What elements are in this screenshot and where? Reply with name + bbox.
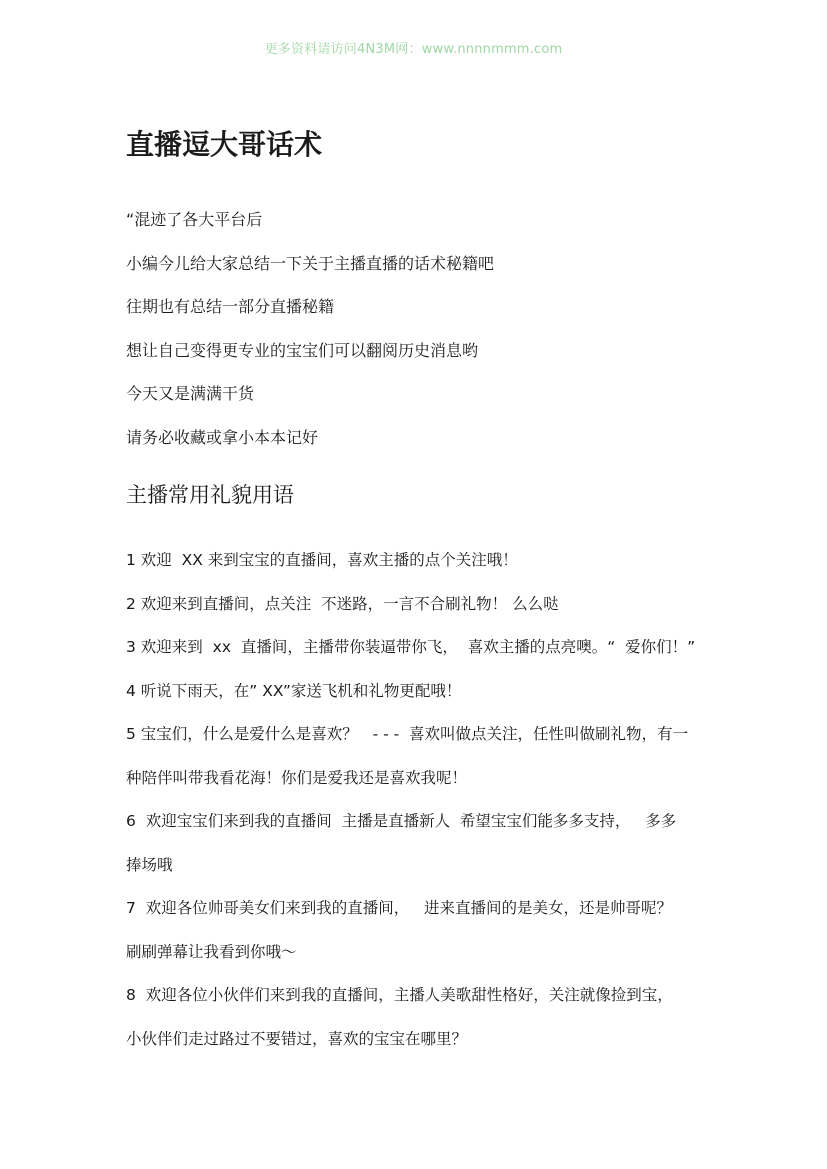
intro-paragraphs (126, 207, 494, 468)
greeting-line: 1 欢迎 XX 来到宝宝的直播间，喜欢主播的点个关注哦！ (126, 551, 518, 569)
greeting-line: 种陪伴叫带我看花海！你们是爱我还是喜欢我呢！ (126, 768, 468, 787)
intro-line: 今天又是满满干货 (126, 384, 255, 403)
greeting-line: 5 宝宝们，什么是爱什么是喜欢？ - - - 喜欢叫做点关注，任性叫做刷礼物，有一 (126, 725, 689, 743)
greeting-line: 小伙伴们走过路过不要错过，喜欢的宝宝在哪里？ (126, 1029, 468, 1048)
intro-line: “混迹了各大平台后 (126, 210, 263, 229)
intro-line: 请务必收藏或拿小本本记好 (126, 427, 319, 447)
watermark-link[interactable]: 更多资料请访问4N3M网：www.nnnnmmm.com (264, 42, 563, 57)
greeting-line: 8 欢迎各位小伙伴们来到我的直播间，主播人美歌甜性格好，关注就像捡到宝， (126, 986, 673, 1004)
section-heading: 主播常用礼貌用语 (126, 483, 294, 507)
intro-line: 小编今儿给大家总结一下关于主播直播的话术秘籍吧 (126, 253, 495, 273)
greeting-line: 刷刷弹幕让我看到你哦～ (126, 942, 297, 961)
greeting-line: 4 听说下雨天，在” XX”家送飞机和礼物更配哦！ (126, 681, 462, 700)
greeting-line: 6 欢迎宝宝们来到我的直播间 主播是直播新人 希望宝宝们能多多支持， 多多 (126, 812, 677, 830)
intro-line: 往期也有总结一部分直播秘籍 (126, 297, 335, 316)
greeting-line: 捧场哦 (126, 855, 173, 874)
document-title: 直播逗大哥话术 (126, 128, 323, 161)
greeting-line: 2 欢迎来到直播间，点关注 不迷路，一言不合刷礼物！ 么么哒 (126, 594, 559, 613)
greeting-line: 7 欢迎各位帅哥美女们来到我的直播间， 进来直播间的是美女，还是帅哥呢？ (126, 899, 672, 917)
greeting-list (126, 547, 716, 1069)
intro-line: 想让自己变得更专业的宝宝们可以翻阅历史消息哟 (126, 340, 479, 360)
greeting-line: 3 欢迎来到 xx 直播间，主播带你装逼带你飞， 喜欢主播的点亮噢。“ 爱你们！” (126, 638, 696, 656)
